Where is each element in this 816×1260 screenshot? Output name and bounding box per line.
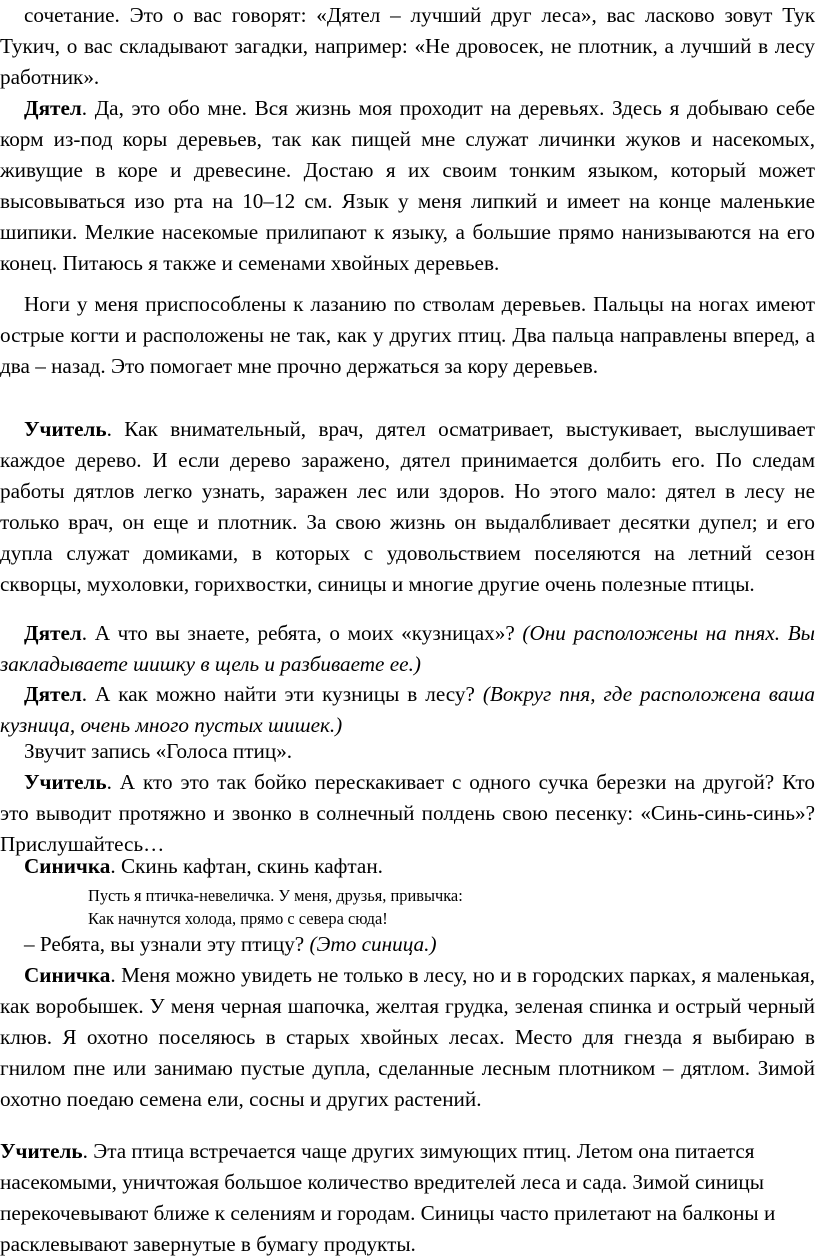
paragraph-titmouse-2: Синичка. Меня можно увидеть не только в лесу, но и в городских парках, я маленькая, как воробышек. У меня черная шапочка, желтая грудка, зеленая спинка и острый черный клюв. Я охотно поселяюсь в старых хвойных лесах. Место для гнезда я выбираю в гнилом пне или занимаю пустые дупла, сделанные лесным плотником – дятлом. Зимой охотно поедаю семена ели, сосны и других растений. xyxy=(0,963,815,1111)
speaker-label: Синичка xyxy=(24,854,111,878)
paragraph-teacher-3: Учитель. Эта птица встречается чаще других зимующих птиц. Летом она питается насекомыми, уничтожая большое количество вредителей леса и сада. Зимой синицы перекочевывают ближе к селениям и городам. Синицы часто прилетают на балконы и расклевывают завернутые в бумагу продукты. xyxy=(0,1139,776,1256)
paragraph-sound-note: Звучит запись «Голоса птиц». xyxy=(24,739,293,763)
paragraph-intro: сочетание. Это о вас говорят: «Дятел – лучший друг леса», вас ласково зовут Тук Тукич, о вас складывают загадки, например: «Не дровосек, не плотник, а лучший в лесу работник». xyxy=(0,3,815,89)
paragraph-titmouse-1: Синичка. Скинь кафтан, скинь кафтан. xyxy=(24,854,383,878)
speaker-label: Синичка xyxy=(24,963,111,987)
speaker-label: Дятел xyxy=(24,682,82,706)
paragraph-question: – Ребята, вы узнали эту птицу? (Это синица.) xyxy=(24,932,437,956)
stage-note: (Вокруг пня, где расположена ваша кузница, очень много пустых шишек.) xyxy=(0,682,815,737)
poem-line: Пусть я птичка-невеличка. У меня, друзья, привычка: xyxy=(88,886,463,905)
paragraph-woodpecker-3: Дятел. А что вы знаете, ребята, о моих «кузницах»? (Они расположены на пнях. Вы закладываете шишку в щель и разбиваете ее.) xyxy=(0,621,815,676)
poem xyxy=(88,884,788,930)
paragraph-woodpecker-2: Ноги у меня приспособлены к лазанию по стволам деревьев. Пальцы на ногах имеют острые когти и расположены не так, как у других птиц. Два пальца направлены вперед, а два – назад. Это помогает мне прочно держаться за кору деревьев. xyxy=(0,292,815,378)
paragraph-teacher-1: Учитель. Как внимательный, врач, дятел осматривает, выстукивает, выслушивает каждое дерево. И если дерево заражено, дятел принимается долбить его. По следам работы дятлов легко узнать, заражен лес или здоров. Но этого мало: дятел в лесу не только врач, он еще и плотник. За свою жизнь он выдалбливает десятки дупел; и его дупла служат домиками, в которых с удовольствием поселяются на летний сезон скворцы, мухоловки, горихвостки, синицы и многие другие очень полезные птицы. xyxy=(0,417,815,596)
paragraph-woodpecker-4: Дятел. А как можно найти эти кузницы в лесу? (Вокруг пня, где расположена ваша кузница, очень много пустых шишек.) xyxy=(0,682,815,737)
paragraph-teacher-2: Учитель. А кто это так бойко перескакивает с одного сучка березки на другой? Кто это выводит протяжно и звонко в солнечный полдень свою песенку: «Синь-синь-синь»? Прислушайтесь… xyxy=(0,770,815,856)
speaker-label: Учитель xyxy=(24,417,107,441)
stage-note: (Это синица.) xyxy=(309,932,437,956)
paragraph-woodpecker-1: Дятел. Да, это обо мне. Вся жизнь моя проходит на деревьях. Здесь я добываю себе корм из-под коры деревьев, так как пищей мне служат личинки жуков и насекомых, живущие в коре и древесине. Достаю я их своим тонким языком, который может высовываться изо рта на 10–12 см. Язык у меня липкий и имеет на конце маленькие шипики. Мелкие насекомые прилипают к языку, а большие прямо нанизываются на его конец. Питаюсь я также и семенами хвойных деревьев. xyxy=(0,96,815,275)
speaker-label: Учитель xyxy=(0,1139,83,1163)
speaker-label: Дятел xyxy=(24,621,82,645)
poem-line: Как начнутся холода, прямо с севера сюда! xyxy=(88,909,388,928)
speaker-label: Учитель xyxy=(24,770,107,794)
stage-note: (Они расположены на пнях. Вы закладываете шишку в щель и разбиваете ее.) xyxy=(0,621,815,676)
speaker-label: Дятел xyxy=(24,96,82,120)
